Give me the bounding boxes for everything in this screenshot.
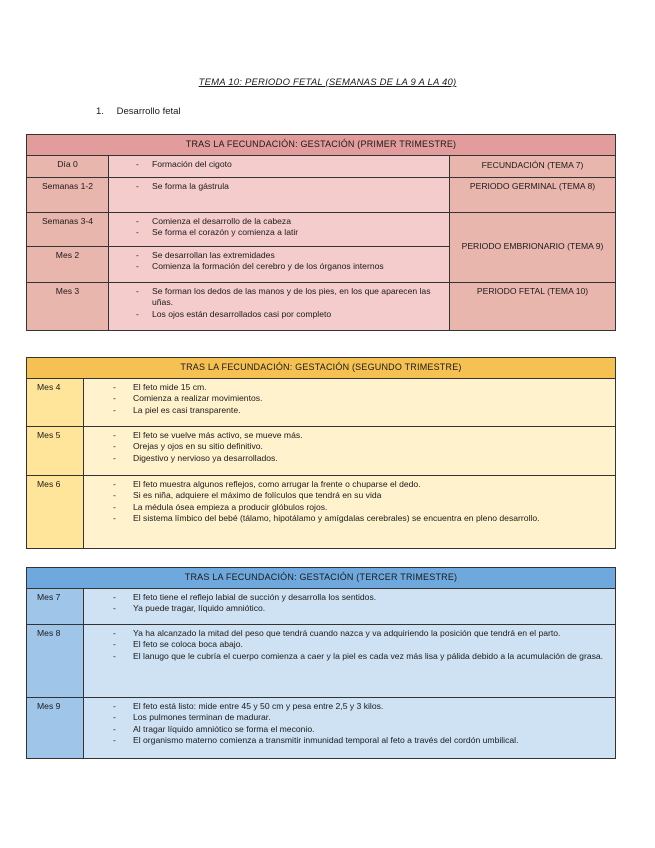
third-trimester-table (26, 567, 616, 759)
row-content (109, 246, 450, 282)
list-item: - Comienza el desarrollo de la cabeza (114, 216, 444, 228)
row-content (109, 177, 450, 212)
list-item: - Orejas y ojos en su sitio definitivo. (89, 441, 610, 453)
row-label: Mes 5 (27, 426, 84, 475)
row-content (84, 378, 616, 426)
list-item: - El feto tiene el reflejo labial de succión y desarrolla los sentidos. (89, 592, 610, 604)
list-item: - Formación del cigoto (114, 159, 444, 171)
second-trimester-header: TRAS LA FECUNDACIÓN: GESTACIÓN (SEGUNDO TRIMESTRE) (27, 358, 616, 379)
list-item: - La piel es casi transparente. (89, 405, 610, 417)
first-trimester-header: TRAS LA FECUNDACIÓN: GESTACIÓN (PRIMER TRIMESTRE) (27, 135, 616, 156)
row-label: Semanas 3-4 (27, 212, 109, 246)
list-item: - El feto mide 15 cm. (89, 382, 610, 394)
third-trimester-header: TRAS LA FECUNDACIÓN: GESTACIÓN (TERCER TRIMESTRE) (27, 568, 616, 589)
stage-embrionario: PERIODO EMBRIONARIO (TEMA 9) (450, 212, 616, 282)
list-item: - Los pulmones terminan de madurar. (89, 712, 610, 724)
list-item: - Se forma la gástrula (114, 181, 444, 193)
row-label: Semanas 1-2 (27, 177, 109, 212)
row-label: Mes 3 (27, 282, 109, 330)
row-content (84, 624, 616, 697)
row-label: Día 0 (27, 155, 109, 177)
list-item: - Digestivo y nervioso ya desarrollados. (89, 453, 610, 465)
list-item: - Comienza la formación del cerebro y de los órganos internos (114, 261, 444, 273)
row-content (109, 155, 450, 177)
section-label: Desarrollo fetal (116, 106, 181, 117)
page-title: TEMA 10: PERIODO FETAL (SEMANAS DE LA 9 A LA 40) (198, 77, 457, 88)
list-item: - El organismo materno comienza a transmitir inmunidad temporal al feto a través del cordón umbilical. (89, 735, 610, 747)
section-heading (96, 106, 181, 117)
row-label: Mes 9 (27, 697, 84, 758)
row-content (84, 697, 616, 758)
row-content (84, 475, 616, 548)
list-item: - Se forma el corazón y comienza a latir (114, 227, 444, 239)
list-item: - Ya puede tragar, líquido amniótico. (89, 603, 610, 615)
list-item: - Al tragar líquido amniótico se forma el meconio. (89, 724, 610, 736)
list-item: - Ya ha alcanzado la mitad del peso que tendrá cuando nazca y va adquiriendo la posición que tendrá en el parto. (89, 628, 610, 640)
section-number: 1. (96, 106, 104, 117)
list-item: - El lanugo que le cubría el cuerpo comienza a caer y la piel es cada vez más lisa y pálida debido a la acumulación de grasa. (89, 651, 610, 663)
list-item: - Si es niña, adquiere el máximo de folículos que tendrá en su vida (89, 490, 610, 502)
second-trimester-table (26, 357, 616, 549)
row-label: Mes 2 (27, 246, 109, 282)
list-item: - El feto está listo: mide entre 45 y 50 cm y pesa entre 2,5 y 3 kilos. (89, 701, 610, 713)
list-item: - El feto se coloca boca abajo. (89, 639, 610, 651)
row-label: Mes 8 (27, 624, 84, 697)
list-item: - Comienza a realizar movimientos. (89, 393, 610, 405)
row-label: Mes 7 (27, 588, 84, 624)
list-item: - El feto se vuelve más activo, se mueve más. (89, 430, 610, 442)
row-content (84, 426, 616, 475)
list-item: - Se desarrollan las extremidades (114, 250, 444, 262)
row-content (109, 282, 450, 330)
first-trimester-table (26, 134, 616, 331)
list-item: - Los ojos están desarrollados casi por completo (114, 309, 444, 321)
stage-fecundacion: FECUNDACIÓN (TEMA 7) (450, 155, 616, 177)
list-item: - La médula ósea empieza a producir glóbulos rojos. (89, 502, 610, 514)
list-item: - El feto muestra algunos reflejos, como arrugar la frente o chuparse el dedo. (89, 479, 610, 491)
stage-germinal: PERIODO GERMINAL (TEMA 8) (450, 177, 616, 212)
list-item: - El sistema límbico del bebé (tálamo, hipotálamo y amígdalas cerebrales) se encuentra en pleno desarrollo. (89, 513, 610, 525)
stage-fetal: PERIODO FETAL (TEMA 10) (450, 282, 616, 330)
row-content (84, 588, 616, 624)
row-content (109, 212, 450, 246)
list-item: - Se forman los dedos de las manos y de los pies, en los que aparecen las uñas. (114, 286, 444, 309)
row-label: Mes 6 (27, 475, 84, 548)
row-label: Mes 4 (27, 378, 84, 426)
